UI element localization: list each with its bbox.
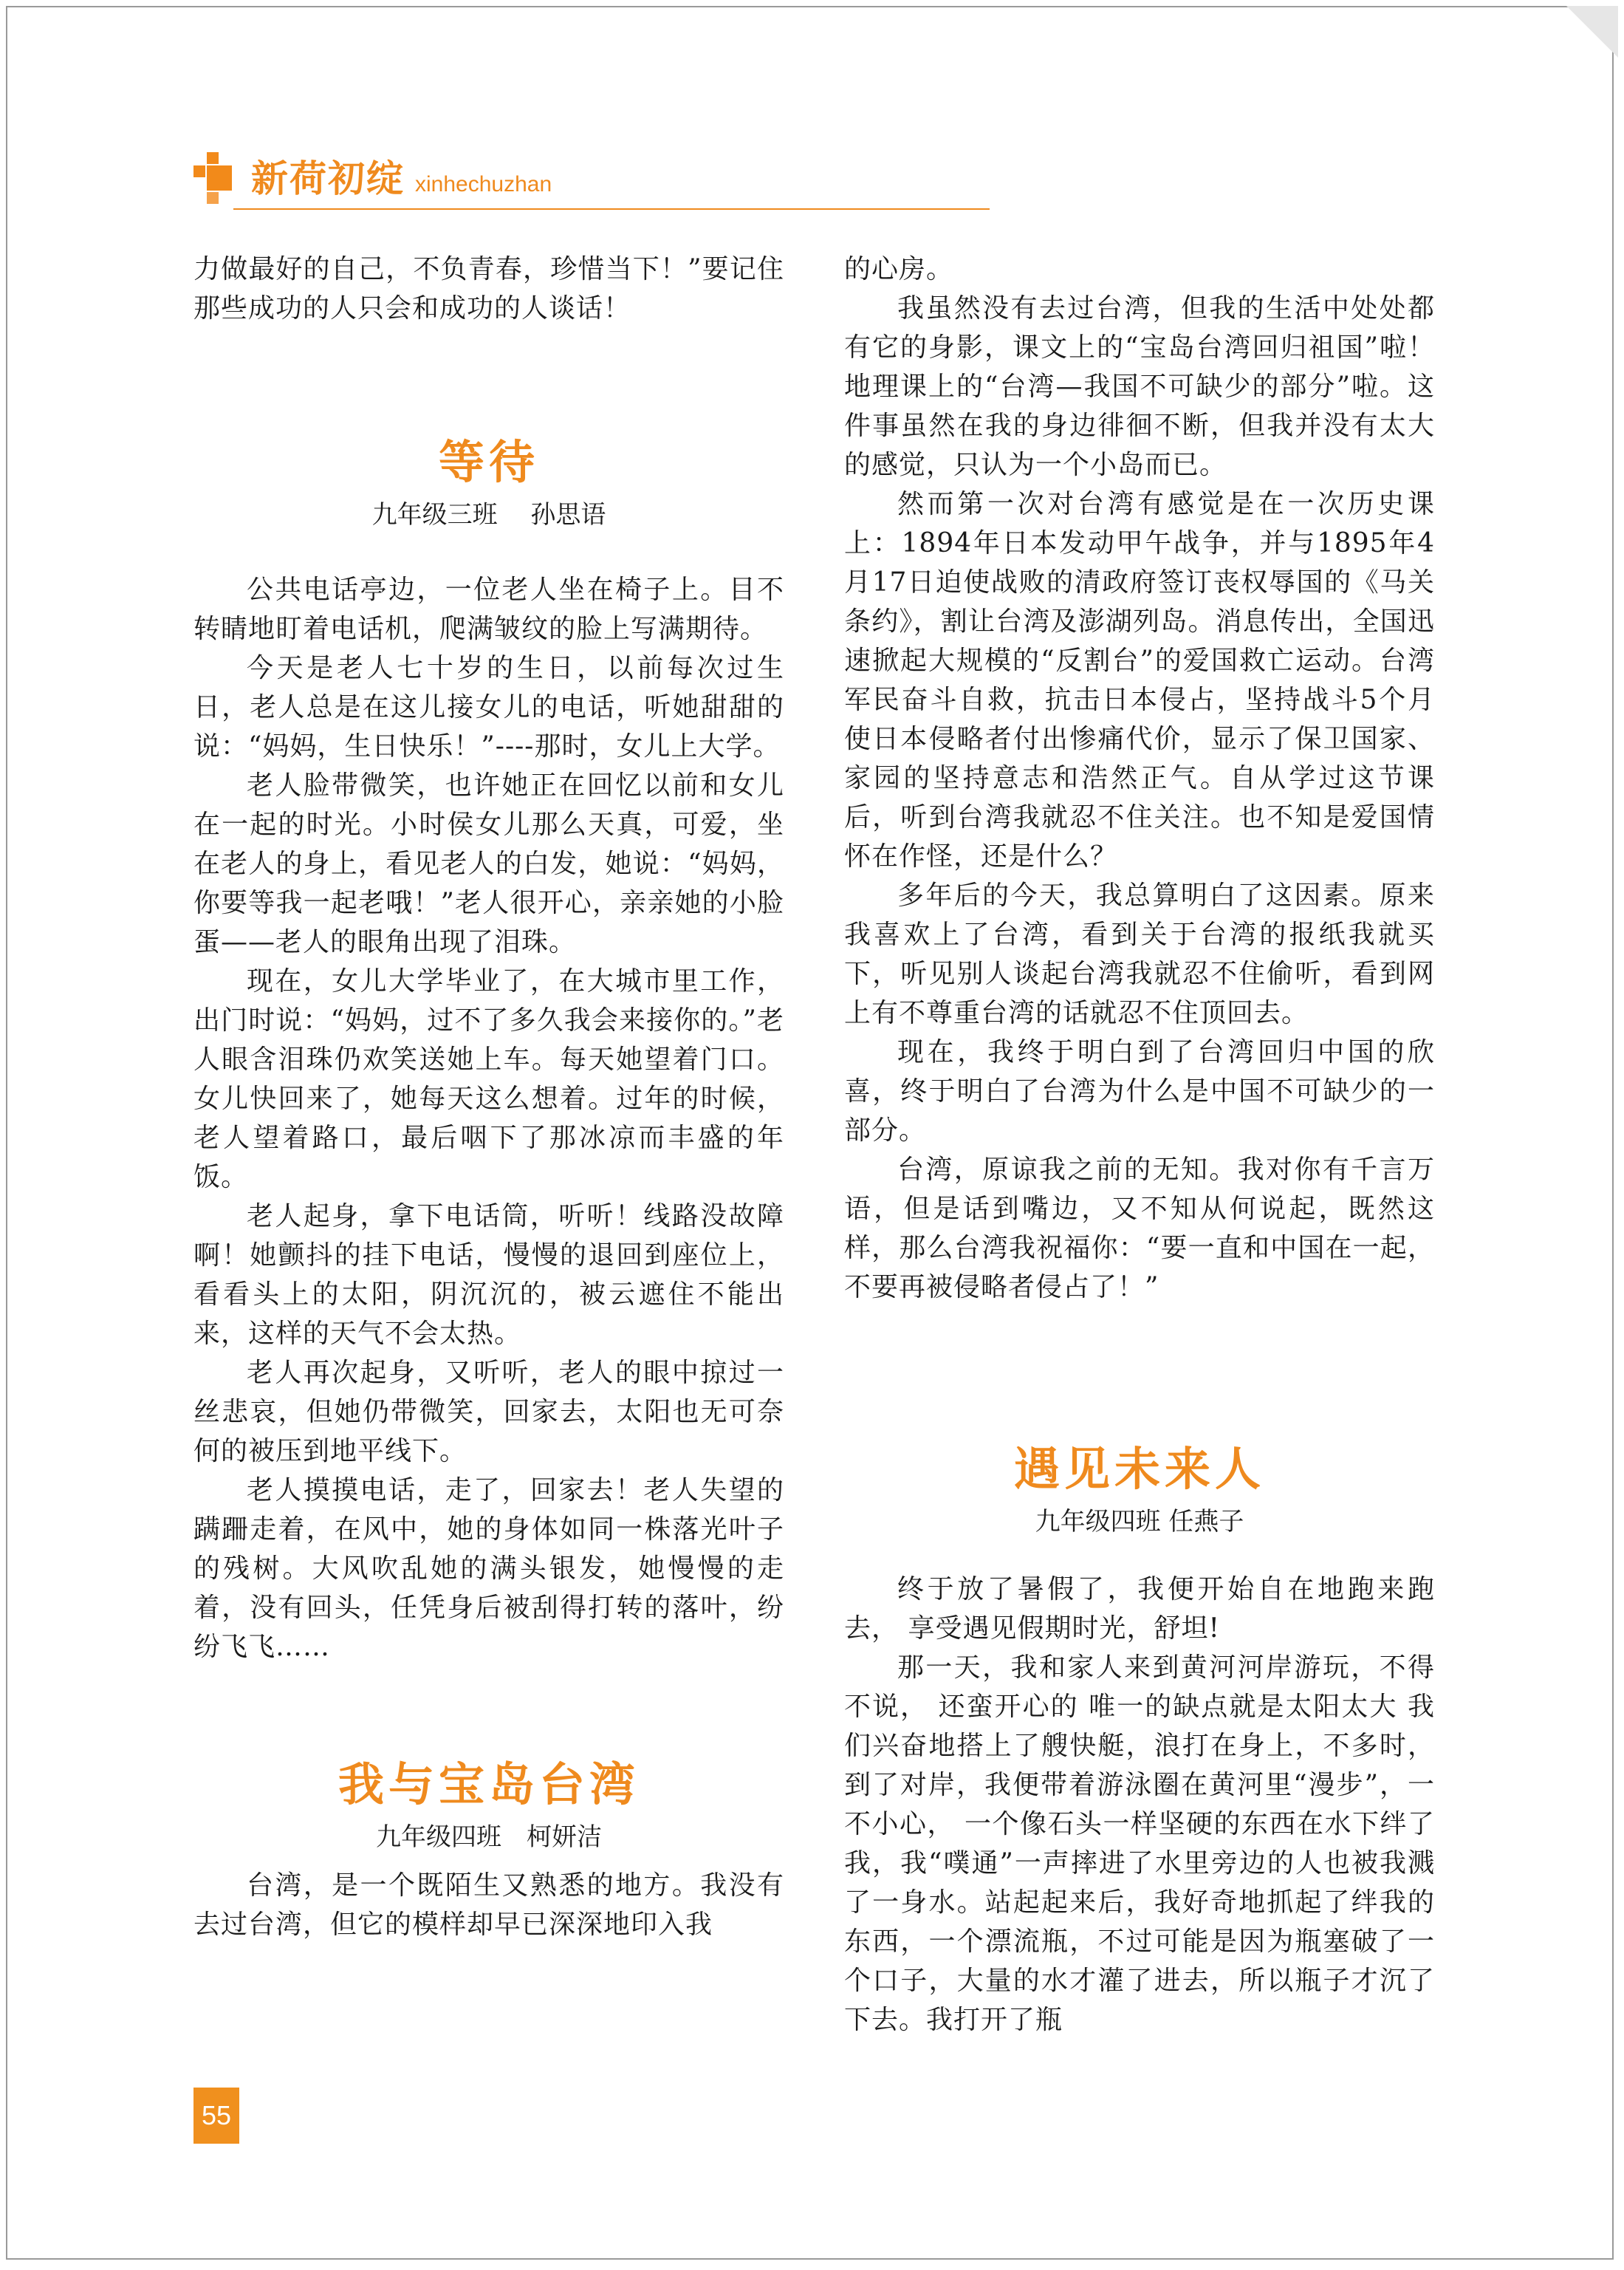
paragraph: 多年后的今天，我总算明白了这因素。原来我喜欢上了台湾，看到关于台湾的报纸我就买下，听见别人谈起台湾我就忍不住偷听，看到网上有不尊重台湾的话就忍不住顶回去。	[844, 881, 1435, 1028]
section-logo-icon	[193, 152, 232, 207]
paragraph: 今天是老人七十岁的生日，以前每次过生日，老人总是在这儿接女儿的电话，听她甜甜的说：“妈妈，生日快乐！”----那时，女儿上大学。	[193, 653, 784, 762]
paragraph: 老人脸带微笑，也许她正在回忆以前和女儿在一起的时光。小时侯女儿那么天真，可爱，坐在老人的身上，看见老人的白发，她说：“妈妈，你要等我一起老哦！”老人很开心，亲亲她的小脸蛋——老人的眼角出现了泪珠。	[193, 770, 784, 957]
paragraph: 老人起身，拿下电话筒，听听！线路没故障啊！她颤抖的挂下电话，慢慢的退回到座位上，看看头上的太阳，阴沉沉的，被云遮住不能出来，这样的天气不会太热。	[193, 1201, 784, 1349]
paragraph: 现在，女儿大学毕业了，在大城市里工作，出门时说：“妈妈，过不了多久我会来接你的。”老人眼含泪珠仍欢笑送她上车。每天她望着门口。女儿快回来了，她每天这么想着。过年的时候，老人望着路口，最后咽下了那冰凉而丰盛的年饭。	[193, 966, 784, 1192]
header-rule	[233, 208, 990, 210]
right-column	[844, 250, 1435, 2040]
article-title-future-person: 遇见未来人	[1013, 1442, 1265, 1496]
page-number: 55	[193, 2088, 239, 2144]
paragraph: 那一天，我和家人来到黄河河岸游玩，不得不说， 还蛮开心的 唯一的缺点就是太阳太大 我们兴奋地搭上了艘快艇，浪打在身上，不多时，到了对岸，我便带着游泳圈在黄河里“漫步”，一不小心， 一个像石头一样坚硬的东西在水下绊了我，我“噗通”一声摔进了水里旁边的人也被我溅了一身水。站起起来后，我好奇地抓起了绊我的东西，一个漂流瓶，不过可能是因为瓶塞破了一个口子，大量的水才灌了进去，所以瓶子才沉了下去。我打开了瓶	[844, 1652, 1435, 2035]
article-title-taiwan: 我与宝岛台湾	[338, 1757, 640, 1811]
paragraph: 然而第一次对台湾有感觉是在一次历史课上：1894年日本发动甲午战争，并与1895年4月17日迫使战败的清政府签订丧权辱国的《马关条约》，割让台湾及澎湖列岛。消息传出，全国迅速掀起大规模的“反割台”的爱国救亡运动。台湾军民奋斗自救，抗击日本侵占，坚持战斗5个月使日本侵略者付出惨痛代价，显示了保卫国家、家园的坚持意志和浩然正气。自从学过这节课后，听到台湾我就忍不住关注。也不知是爱国情怀在作怪，还是什么？	[844, 489, 1435, 872]
left-column	[193, 250, 784, 1944]
section-pinyin: xinhechuzhan	[415, 172, 552, 196]
article-byline-waiting: 九年级三班 孙思语	[371, 500, 606, 530]
paragraph: 公共电话亭边，一位老人坐在椅子上。目不转睛地盯着电话机，爬满皱纹的脸上写满期待。	[193, 575, 784, 644]
paragraph: 台湾，是一个既陌生又熟悉的地方。我没有去过台湾，但它的模样却早已深深地印入我	[193, 1870, 784, 1940]
paragraph: 台湾，原谅我之前的无知。我对你有千言万语，但是话到嘴边，又不知从何说起，既然这样，那么台湾我祝福你：“要一直和中国在一起，不要再被侵略者侵占了！”	[844, 1155, 1435, 1302]
article-byline-future-person: 九年级四班 任燕子	[1035, 1507, 1244, 1536]
paragraph: 我虽然没有去过台湾，但我的生活中处处都有它的身影，课文上的“宝岛台湾回归祖国”啦！地理课上的“台湾—我国不可缺少的部分”啦。这件事虽然在我的身边徘徊不断，但我并没有太大的感觉，只认为一个小岛而已。	[844, 293, 1435, 480]
paragraph: 现在，我终于明白到了台湾回归中国的欣喜，终于明白了台湾为什么是中国不可缺少的一部分。	[844, 1037, 1435, 1146]
page-corner-fold	[1566, 6, 1618, 58]
paragraph: 老人摸摸电话，走了，回家去！老人失望的蹒跚走着，在风中，她的身体如同一株落光叶子的残树。大风吹乱她的满头银发，她慢慢的走着，没有回头，任凭身后被刮得打转的落叶，纷纷飞飞……	[193, 1475, 784, 1662]
continued-text: 力做最好的自己，不负青春，珍惜当下！”要记住那些成功的人只会和成功的人谈话！	[193, 254, 784, 324]
article-byline-taiwan: 九年级四班 柯妍洁	[376, 1822, 602, 1852]
article-title-waiting: 等待	[438, 435, 539, 489]
continued-text: 的心房。	[844, 254, 954, 284]
section-name: 新荷初绽	[251, 157, 405, 200]
section-header	[193, 146, 799, 213]
paragraph: 老人再次起身，又听听，老人的眼中掠过一丝悲哀，但她仍带微笑，回家去，太阳也无可奈何的被压到地平线下。	[193, 1358, 784, 1466]
paragraph: 终于放了暑假了，我便开始自在地跑来跑去， 享受遇见假期时光，舒坦!	[844, 1574, 1435, 1644]
